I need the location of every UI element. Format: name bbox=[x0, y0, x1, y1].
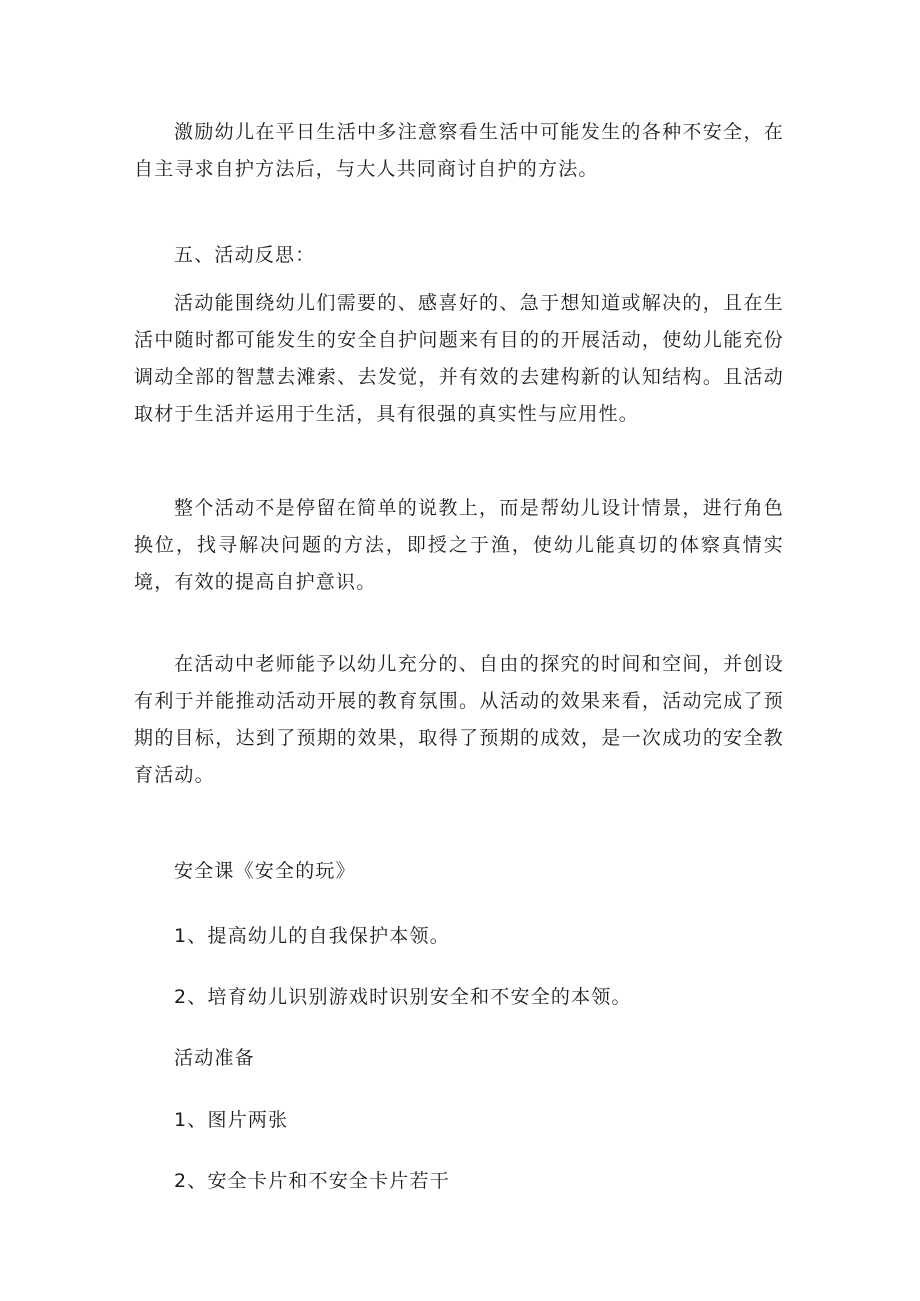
preparation-item-1: 1、图片两张 bbox=[174, 1109, 289, 1131]
paragraph-reflection-activity: 活动能围绕幼儿们需要的、感喜好的、急于想知道或解决的，且在生活中随时都可能发生的安全自护问题来有目的的开展活动，使幼儿能充份调动全部的智慧去滩索、去发觉，并有效的去建构新的认知结构。且活动取材于生活并运用于生活，具有很强的真实性与应用性。 bbox=[134, 292, 784, 425]
paragraph-encourage-observe: 激励幼儿在平日生活中多注意察看生活中可能发生的各种不安全，在自主寻求自护方法后，与大人共同商讨自护的方法。 bbox=[134, 121, 784, 180]
goal-item-1: 1、提高幼儿的自我保护本领。 bbox=[174, 925, 450, 947]
preparation-item-2: 2、安全卡片和不安全卡片若干 bbox=[174, 1170, 450, 1192]
section-heading-reflection: 五、活动反思： bbox=[174, 244, 316, 266]
paragraph-reflection-outcome: 在活动中老师能予以幼儿充分的、自由的探究的时间和空间，并创设有利于并能推动活动开展的教育氛围。从活动的效果来看，活动完成了预期的目标，达到了预期的效果，取得了预期的成效，是一次成功的安全教育活动。 bbox=[134, 653, 784, 786]
lesson-title: 安全课《安全的玩》 bbox=[174, 860, 356, 882]
paragraph-reflection-roleplay: 整个活动不是停留在简单的说教上，而是帮幼儿设计情景，进行角色换位，找寻解决问题的方法，即授之于渔，使幼儿能真切的体察真情实境，有效的提高自护意识。 bbox=[134, 497, 784, 593]
goal-item-2: 2、培育幼儿识别游戏时识别安全和不安全的本领。 bbox=[174, 986, 632, 1008]
section-heading-preparation: 活动准备 bbox=[174, 1047, 255, 1069]
